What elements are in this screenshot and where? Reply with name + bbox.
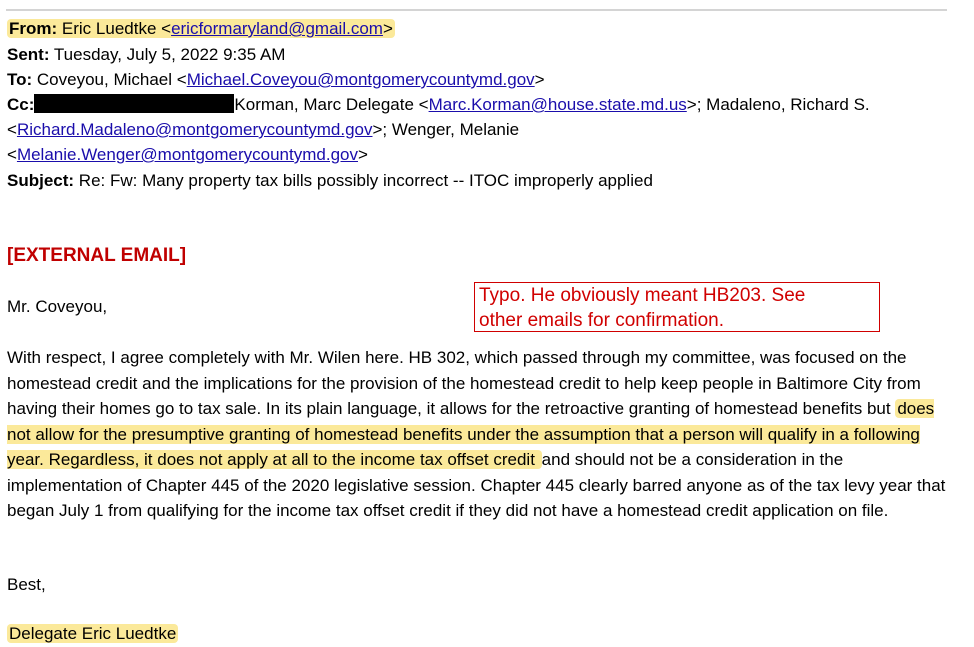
sent-line bbox=[7, 44, 285, 66]
to-line bbox=[7, 69, 545, 91]
to-label: To: bbox=[7, 70, 33, 89]
redaction-block bbox=[34, 94, 234, 113]
cc-open-2: < bbox=[7, 120, 17, 139]
from-highlight bbox=[7, 19, 395, 38]
signature bbox=[7, 624, 178, 644]
external-email-tag: [EXTERNAL EMAIL] bbox=[7, 245, 187, 266]
body-highlighted-text: does not allow for the presumptive granting of homestead benefits under the assumption that a person will qualify in a following year. Regardless, it does not apply at all to the income tax offset credit bbox=[7, 399, 935, 469]
from-line bbox=[7, 18, 395, 40]
sent-label: Sent: bbox=[7, 45, 50, 64]
from-email-link[interactable]: ericformaryland@gmail.com bbox=[171, 19, 383, 38]
cc-line-1 bbox=[7, 94, 870, 116]
cc-line-2 bbox=[7, 119, 519, 141]
cc-line-3 bbox=[7, 144, 368, 166]
cc-madaleno-email-link[interactable]: Richard.Madaleno@montgomerycountymd.gov bbox=[16, 120, 373, 139]
greeting: Mr. Coveyou, bbox=[7, 297, 108, 316]
annotation-line-1: Typo. He obviously meant HB203. See bbox=[479, 285, 806, 306]
closing: Best, bbox=[7, 575, 46, 594]
cc-wenger: >; Wenger, Melanie bbox=[372, 120, 520, 139]
cc-open-3: < bbox=[7, 145, 17, 164]
from-label: From: bbox=[9, 19, 58, 38]
from-name: Eric Luedtke < bbox=[61, 19, 172, 38]
cc-label: Cc: bbox=[7, 95, 35, 114]
to-email-link[interactable]: Michael.Coveyou@montgomerycountymd.gov bbox=[186, 70, 535, 89]
cc-close-3: > bbox=[357, 145, 368, 164]
header-divider bbox=[6, 9, 947, 11]
to-name: Coveyou, Michael < bbox=[36, 70, 187, 89]
cc-korman-email-link[interactable]: Marc.Korman@house.state.md.us bbox=[428, 95, 687, 114]
from-close: > bbox=[382, 19, 393, 38]
subject-line bbox=[7, 170, 653, 192]
subject-label: Subject: bbox=[7, 171, 75, 190]
to-close: > bbox=[534, 70, 545, 89]
subject-value: Re: Fw: Many property tax bills possibly incorrect -- ITOC improperly applied bbox=[78, 171, 653, 190]
body-paragraph bbox=[7, 345, 952, 524]
annotation-line-2: other emails for confirmation. bbox=[479, 310, 724, 331]
signature-name: Delegate Eric Luedtke bbox=[9, 624, 177, 643]
sent-value: Tuesday, July 5, 2022 9:35 AM bbox=[53, 45, 286, 64]
cc-wenger-email-link[interactable]: Melanie.Wenger@montgomerycountymd.gov bbox=[16, 145, 358, 164]
body-text-start: With respect, I agree completely with Mr. Wilen here. HB 302, which passed through my committee, was focused on the homestead credit and the implications for the provision of the homestead credit to help keep people in Baltimore City from having their homes go to tax sale. In its plain language, it allows for the retroactive granting of homestead benefits but bbox=[7, 348, 921, 418]
body-text-end: and should not be a consideration in the implementation of Chapter 445 of the 2020 legislative session. Chapter 445 clearly barred anyone as of the tax levy year that began July 1 from qualifying for the income tax offset credit if they did not have a homestead credit application on file. bbox=[7, 450, 946, 520]
typo-annotation-box bbox=[474, 282, 880, 332]
cc-madaleno: >; Madaleno, Richard S. bbox=[686, 95, 870, 114]
cc-korman: Korman, Marc Delegate < bbox=[234, 95, 429, 114]
